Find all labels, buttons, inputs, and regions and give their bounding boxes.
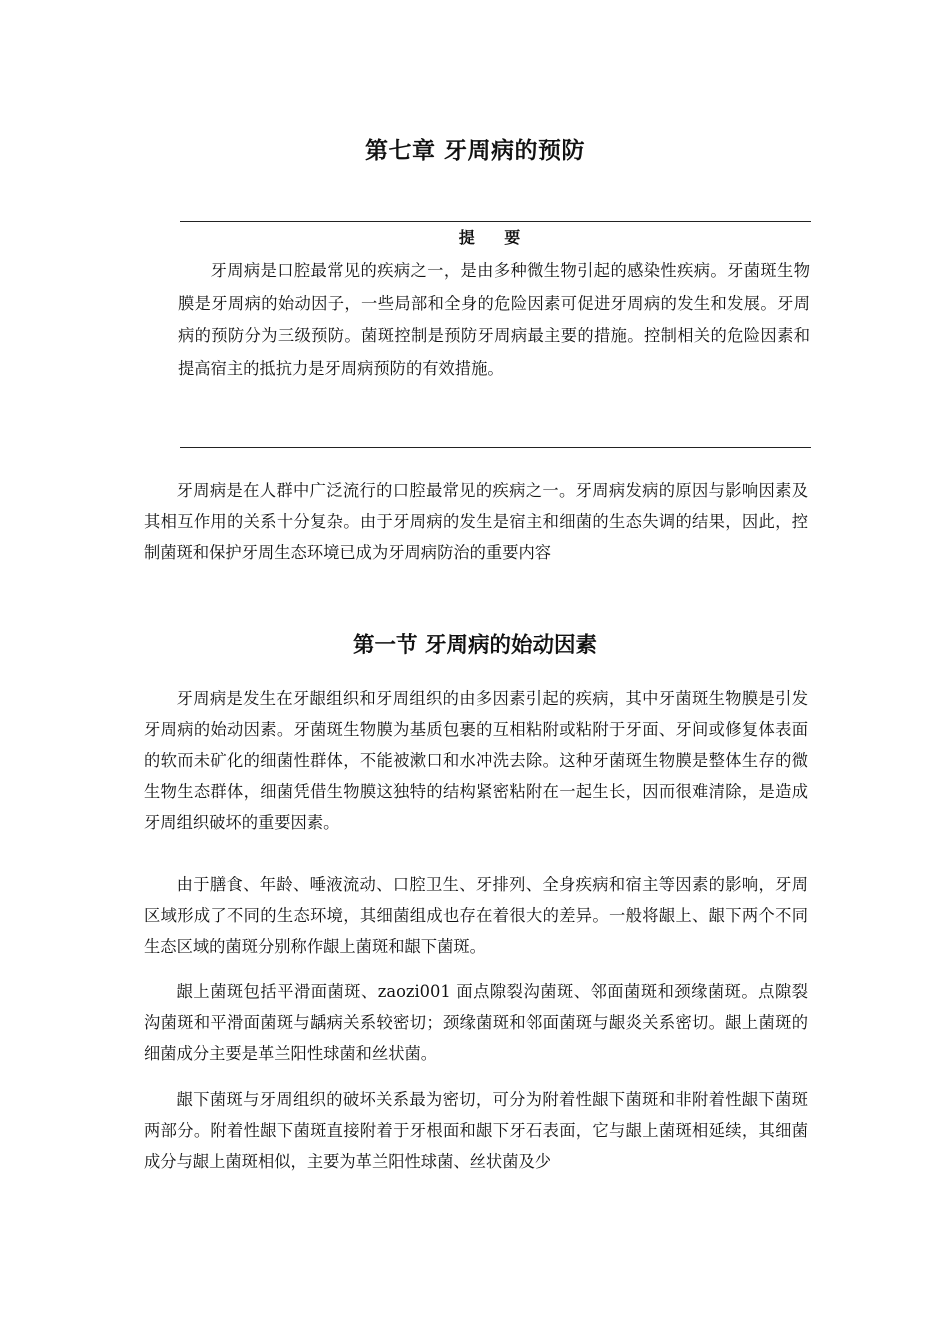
section-paragraph: 由于膳食、年龄、唾液流动、口腔卫生、牙排列、全身疾病和宿主等因素的影响，牙周区域形成了不同的生态环境，其细菌组成也存在着很大的差异。一般将龈上、龈下两个不同生态区域的菌斑分别称作龈上菌斑和龈下菌斑。 (144, 875, 808, 956)
abstract-heading: 提 要 (458, 228, 533, 247)
chapter-title: 第七章 牙周病的预防 (364, 138, 585, 164)
abstract-bottom-rule (180, 447, 811, 448)
section-paragraph: 龈上菌斑包括平滑面菌斑、zaozi001 面点隙裂沟菌斑、邻面菌斑和颈缘菌斑。点隙裂沟菌斑和平滑面菌斑与龋病关系较密切；颈缘菌斑和邻面菌斑与龈炎关系密切。龈上菌斑的细菌成分主要是革兰阳性球菌和丝状菌。 (144, 982, 808, 1063)
section-paragraph: 牙周病是发生在牙龈组织和牙周组织的由多因素引起的疾病，其中牙菌斑生物膜是引发牙周病的始动因素。牙菌斑生物膜为基质包裹的互相粘附或粘附于牙面、牙间或修复体表面的软而未矿化的细菌性群体，不能被漱口和水冲洗去除。这种牙菌斑生物膜是整体生存的微生物生态群体，细菌凭借生物膜这独特的结构紧密粘附在一起生长，因而很难清除，是造成牙周组织破坏的重要因素。 (144, 689, 808, 832)
section-title: 第一节 牙周病的始动因素 (353, 633, 597, 658)
abstract-body: 牙周病是口腔最常见的疾病之一，是由多种微生物引起的感染性疾病。牙菌斑生物膜是牙周病的始动因子，一些局部和全身的危险因素可促进牙周病的发生和发展。牙周病的预防分为三级预防。菌斑控制是预防牙周病最主要的措施。控制相关的危险因素和提高宿主的抵抗力是牙周病预防的有效措施。 (178, 261, 810, 378)
section-paragraph: 龈下菌斑与牙周组织的破坏关系最为密切，可分为附着性龈下菌斑和非附着性龈下菌斑两部分。附着性龈下菌斑直接附着于牙根面和龈下牙石表面，它与龈上菌斑相延续，其细菌成分与龈上菌斑相似，主要为革兰阳性球菌、丝状菌及少 (144, 1090, 808, 1171)
intro-paragraph: 牙周病是在人群中广泛流行的口腔最常见的疾病之一。牙周病发病的原因与影响因素及其相互作用的关系十分复杂。由于牙周病的发生是宿主和细菌的生态失调的结果，因此，控制菌斑和保护牙周生态环境已成为牙周病防治的重要内容 (144, 481, 808, 562)
abstract-top-rule (180, 221, 811, 222)
